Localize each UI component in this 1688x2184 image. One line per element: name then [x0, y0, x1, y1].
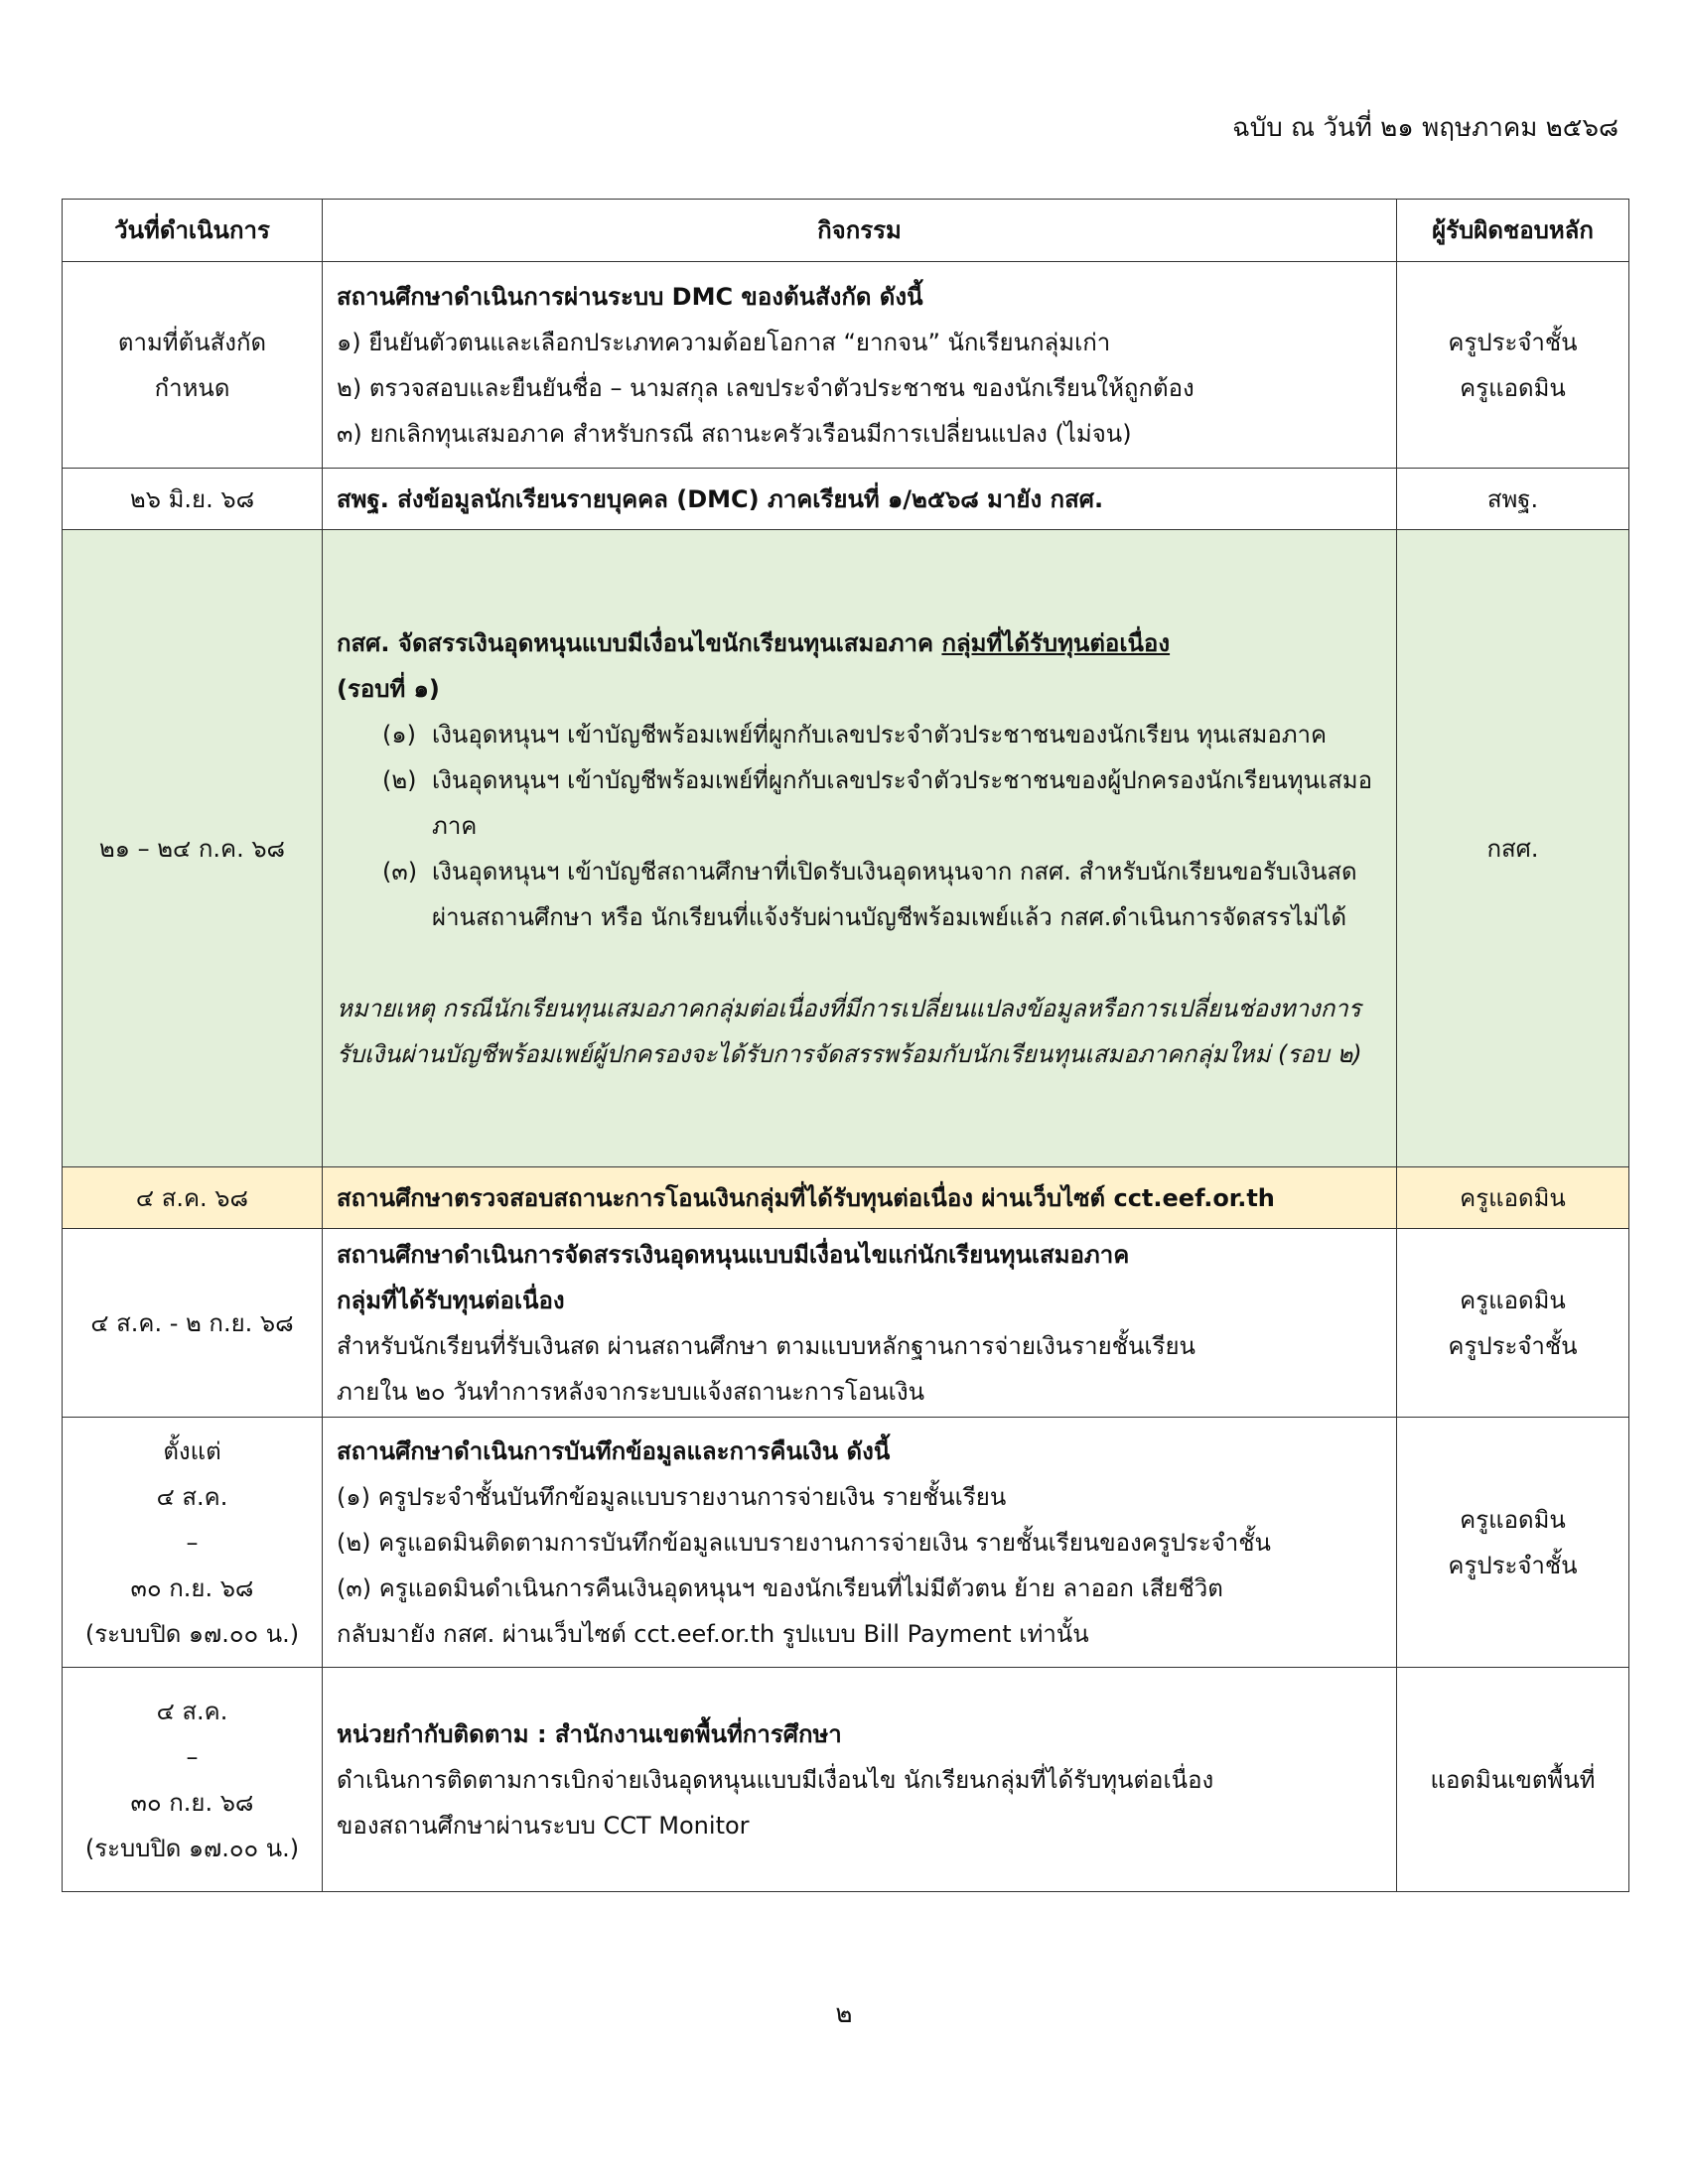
table-row [63, 1167, 1629, 1229]
table-header-row [63, 200, 1629, 262]
item-number: (๑) [382, 720, 416, 749]
activity-line: (๓) ครูแอดมินดำเนินการคืนเงินอุดหนุนฯ ของนักเรียนที่ไม่มีตัวตน ย้าย ลาออก เสียชีวิต [337, 1573, 1223, 1602]
activity-round: (รอบที่ ๑) [337, 674, 440, 703]
date-line: ๓๐ ก.ย. ๖๘ [130, 1788, 254, 1817]
table-row [63, 1418, 1629, 1668]
activity-title: หน่วยกำกับติดตาม : สำนักงานเขตพื้นที่การศึกษา [337, 1719, 842, 1748]
item-number: (๓) [382, 857, 418, 886]
activity-title [337, 620, 1382, 666]
date-line: – [186, 1528, 199, 1557]
item-text: เงินอุดหนุนฯ เข้าบัญชีพร้อมเพย์ที่ผูกกับเลขประจำตัวประชาชนของนักเรียน ทุนเสมอภาค [432, 720, 1328, 749]
activity-line: ๒) ตรวจสอบและยืนยันชื่อ – นามสกุล เลขประจำตัวประชาชน ของนักเรียนให้ถูกต้อง [337, 373, 1195, 402]
activity-line: ของสถานศึกษาผ่านระบบ CCT Monitor [337, 1811, 750, 1840]
table-row [63, 262, 1629, 469]
item-text: เงินอุดหนุนฯ เข้าบัญชีสถานศึกษาที่เปิดรับเงินอุดหนุนจาก กสศ. สำหรับนักเรียนขอรับเงินสดผ่านสถานศึกษา หรือ นักเรียนที่แจ้งรับผ่านบัญชีพร้อมเพย์แล้ว กสศ.ดำเนินการจัดสรรไม่ได้ [432, 857, 1357, 931]
activity-title: สถานศึกษาดำเนินการบันทึกข้อมูลและการคืนเงิน ดังนี้ [337, 1436, 891, 1465]
activity-line: สำหรับนักเรียนที่รับเงินสด ผ่านสถานศึกษา ตามแบบหลักฐานการจ่ายเงินรายชั้นเรียน [337, 1331, 1196, 1360]
row-activity [323, 1668, 1397, 1892]
activity-item [337, 757, 1382, 849]
activity-line: ดำเนินการติดตามการเบิกจ่ายเงินอุดหนุนแบบมีเงื่อนไข นักเรียนกลุ่มที่ได้รับทุนต่อเนื่อง [337, 1765, 1214, 1794]
row-date: ๒๑ – ๒๔ ก.ค. ๖๘ [63, 530, 323, 1167]
owner-line: ครูประจำชั้น [1448, 1331, 1578, 1360]
row-activity [323, 262, 1397, 469]
activity-line: ๑) ยืนยันตัวตนและเลือกประเภทความด้อยโอกาส “ยากจน” นักเรียนกลุ่มเก่า [337, 328, 1111, 356]
activity-title-line: กลุ่มที่ได้รับทุนต่อเนื่อง [337, 1286, 565, 1314]
date-line: ตั้งแต่ [163, 1436, 221, 1465]
table-row [63, 1229, 1629, 1418]
activity-title: สถานศึกษาดำเนินการผ่านระบบ DMC ของต้นสังกัด ดังนี้ [337, 282, 923, 311]
table-row [63, 1668, 1629, 1892]
row-activity [323, 1418, 1397, 1668]
header-owner: ผู้รับผิดชอบหลัก [1397, 200, 1629, 262]
activity-title: สพฐ. ส่งข้อมูลนักเรียนรายบุคคล (DMC) ภาคเรียนที่ ๑/๒๕๖๘ มายัง กสศ. [323, 469, 1397, 530]
owner-line: ครูแอดมิน [1460, 1505, 1566, 1534]
row-date [63, 1418, 323, 1668]
activity-title: สถานศึกษาตรวจสอบสถานะการโอนเงินกลุ่มที่ได้รับทุนต่อเนื่อง ผ่านเว็บไซต์ cct.eef.or.th [323, 1167, 1397, 1229]
item-number: (๒) [382, 765, 417, 794]
activity-line: ภายใน ๒๐ วันทำการหลังจากระบบแจ้งสถานะการโอนเงิน [337, 1377, 924, 1406]
date-line: ตามที่ต้นสังกัด [117, 328, 267, 356]
row-owner [1397, 1229, 1629, 1418]
row-date: ๔ ส.ค. - ๒ ก.ย. ๖๘ [63, 1229, 323, 1418]
schedule-table [62, 199, 1629, 1892]
row-owner: แอดมินเขตพื้นที่ [1397, 1668, 1629, 1892]
activity-item [337, 849, 1382, 940]
edition-date: ฉบับ ณ วันที่ ๒๑ พฤษภาคม ๒๕๖๘ [1232, 113, 1618, 143]
activity-line: (๒) ครูแอดมินติดตามการบันทึกข้อมูลแบบรายงานการจ่ายเงิน รายชั้นเรียนของครูประจำชั้น [337, 1528, 1271, 1557]
row-owner: กสศ. [1397, 530, 1629, 1167]
item-text: เงินอุดหนุนฯ เข้าบัญชีพร้อมเพย์ที่ผูกกับเลขประจำตัวประชาชนของผู้ปกครองนักเรียนทุนเสมอภาค [432, 765, 1373, 840]
date-line: – [186, 1742, 199, 1771]
date-line: ๔ ส.ค. [156, 1482, 228, 1511]
row-owner [1397, 1418, 1629, 1668]
row-owner [1397, 262, 1629, 469]
date-line: (ระบบปิด ๑๗.๐๐ น.) [84, 1619, 300, 1648]
table-row [63, 530, 1629, 1167]
activity-title-underlined: กลุ่มที่ได้รับทุนต่อเนื่อง [941, 628, 1171, 657]
date-line: (ระบบปิด ๑๗.๐๐ น.) [84, 1834, 300, 1862]
row-date: ๔ ส.ค. ๖๘ [63, 1167, 323, 1229]
row-owner: สพฐ. [1397, 469, 1629, 530]
activity-note: หมายเหตุ กรณีนักเรียนทุนเสมอภาคกลุ่มต่อเนื่องที่มีการเปลี่ยนแปลงข้อมูลหรือการเปลี่ยนช่องทางการรับเงินผ่านบัญชีพร้อมเพย์ผู้ปกครองจะได้รับการจัดสรรพร้อมกับนักเรียนทุนเสมอภาคกลุ่มใหม่ (รอบ ๒) [337, 994, 1362, 1068]
row-activity [323, 530, 1397, 1167]
owner-line: ครูประจำชั้น [1448, 328, 1578, 356]
header-activity: กิจกรรม [323, 200, 1397, 262]
owner-line: ครูแอดมิน [1460, 373, 1566, 402]
row-date [63, 1668, 323, 1892]
table-row [63, 469, 1629, 530]
activity-line: (๑) ครูประจำชั้นบันทึกข้อมูลแบบรายงานการจ่ายเงิน รายชั้นเรียน [337, 1482, 1007, 1511]
activity-title-text: กสศ. จัดสรรเงินอุดหนุนแบบมีเงื่อนไขนักเรียนทุนเสมอภาค [337, 628, 934, 657]
page-number: ๒ [835, 1999, 853, 2029]
activity-line: ๓) ยกเลิกทุนเสมอภาค สำหรับกรณี สถานะครัวเรือนมีการเปลี่ยนแปลง (ไม่จน) [337, 419, 1132, 448]
date-line: ๔ ส.ค. [156, 1697, 228, 1725]
activity-item [337, 712, 1382, 757]
owner-line: ครูประจำชั้น [1448, 1551, 1578, 1579]
row-owner: ครูแอดมิน [1397, 1167, 1629, 1229]
date-line: กำหนด [154, 373, 230, 402]
owner-line: ครูแอดมิน [1460, 1286, 1566, 1314]
row-date: ๒๖ มิ.ย. ๖๘ [63, 469, 323, 530]
row-date [63, 262, 323, 469]
row-activity [323, 1229, 1397, 1418]
activity-title-line: สถานศึกษาดำเนินการจัดสรรเงินอุดหนุนแบบมีเงื่อนไขแก่นักเรียนทุนเสมอภาค [337, 1240, 1130, 1269]
activity-line: กลับมายัง กสศ. ผ่านเว็บไซต์ cct.eef.or.th รูปแบบ Bill Payment เท่านั้น [337, 1619, 1089, 1648]
header-date: วันที่ดำเนินการ [63, 200, 323, 262]
date-line: ๓๐ ก.ย. ๖๘ [130, 1573, 254, 1602]
